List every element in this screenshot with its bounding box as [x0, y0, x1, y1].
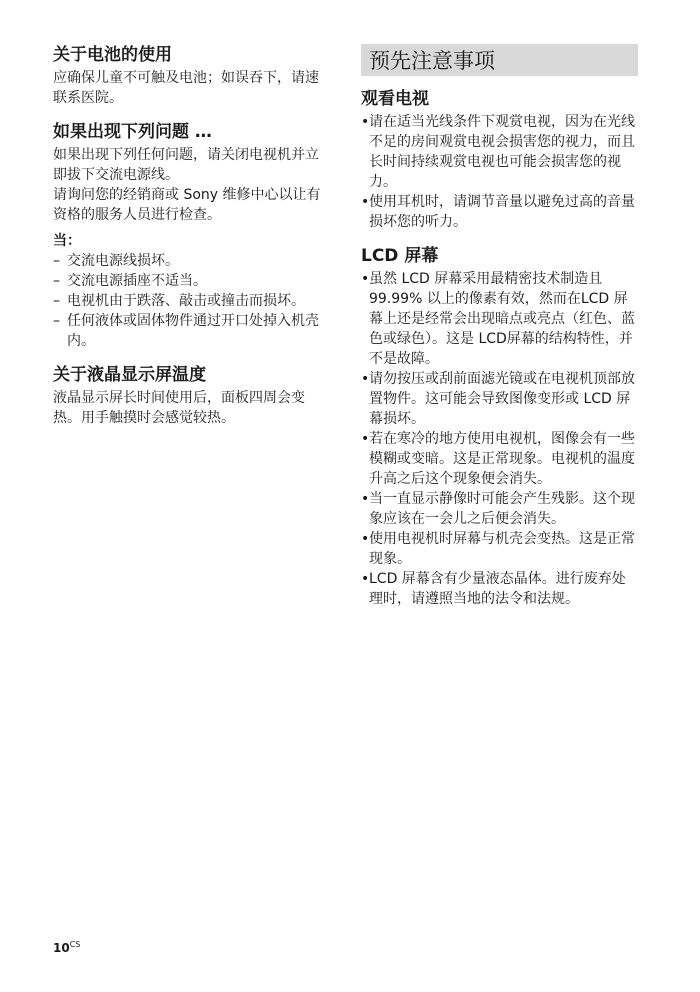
watching-tv-heading: 观看电视	[361, 89, 429, 109]
page-number-value: 10	[53, 941, 70, 955]
precautions-banner: 预先注意事项	[361, 44, 638, 76]
list-item	[361, 112, 638, 192]
list-item	[361, 529, 638, 569]
dash-mark: –	[53, 273, 60, 289]
right-column	[361, 44, 638, 609]
dash-mark: –	[53, 253, 60, 269]
bullet-mark: •	[361, 271, 370, 287]
list-item	[53, 291, 325, 311]
list-item-text: 请勿按压或刮前面滤光镜或在电视机顶部放置物件。这可能会导致图像变形或 LCD 屏幕损坏。	[369, 371, 635, 427]
page-number	[53, 940, 80, 955]
dash-mark: –	[53, 293, 60, 309]
bullet-mark: •	[361, 371, 370, 387]
lcd-screen-section	[361, 245, 638, 609]
list-item	[53, 271, 325, 291]
list-item	[361, 192, 638, 232]
list-item-text: 使用电视机时屏幕与机壳会变热。这是正常现象。	[369, 531, 635, 567]
battery-text: 应确保儿童不可触及电池；如误吞下，请速联系医院。	[53, 70, 319, 106]
list-item-text: 当一直显示静像时可能会产生残影。这个现象应该在一会儿之后便会消失。	[369, 491, 635, 527]
battery-heading: 关于电池的使用	[53, 45, 172, 65]
watching-tv-list	[361, 112, 638, 232]
problems-section	[53, 121, 325, 351]
battery-section	[53, 44, 325, 108]
list-item	[361, 269, 638, 369]
bullet-mark: •	[361, 531, 370, 547]
bullet-mark: •	[361, 491, 370, 507]
list-item	[361, 569, 638, 609]
list-item	[361, 369, 638, 429]
bullet-mark: •	[361, 194, 370, 210]
lcd-screen-list	[361, 269, 638, 609]
lcd-temperature-heading: 关于液晶显示屏温度	[53, 365, 206, 385]
list-item-text: 交流电源线损坏。	[67, 253, 179, 269]
bullet-mark: •	[361, 571, 370, 587]
lcd-screen-heading: LCD 屏幕	[361, 246, 439, 266]
list-item	[361, 429, 638, 489]
list-item	[53, 251, 325, 271]
list-item-text: 交流电源插座不适当。	[67, 273, 207, 289]
list-item-text: LCD 屏幕含有少量液态晶体。进行废弃处理时，请遵照当地的法令和法规。	[369, 571, 626, 607]
list-item	[361, 489, 638, 529]
watching-tv-section	[361, 88, 638, 232]
dash-mark: –	[53, 313, 60, 329]
list-item-text: 虽然 LCD 屏幕采用最精密技术制造且 99.99% 以上的像素有效，然而在LCD 屏幕上还是经常会出现暗点或亮点（红色、蓝色或绿色）。这是 LCD屏幕的结构特性，并不是故障。	[369, 271, 635, 367]
lcd-temperature-section	[53, 364, 325, 428]
problems-heading: 如果出现下列问题 …	[53, 122, 212, 142]
lcd-temperature-text: 液晶显示屏长时间使用后，面板四周会变热。用手触摸时会感觉较热。	[53, 390, 305, 426]
list-item-text: 请在适当光线条件下观赏电视，因为在光线不足的房间观赏电视会损害您的视力，而且长时间持续观赏电视也可能会损害您的视力。	[369, 114, 635, 190]
bullet-mark: •	[361, 114, 370, 130]
list-item-text: 使用耳机时，请调节音量以避免过高的音量损坏您的听力。	[369, 194, 635, 230]
list-item-text: 任何液体或固体物件通过开口处掉入机壳内。	[67, 313, 319, 349]
list-item-text: 若在寒冷的地方使用电视机，图像会有一些模糊或变暗。这是正常现象。电视机的温度升高之后这个现象便会消失。	[369, 431, 635, 487]
problems-text-2: 请询问您的经销商或 Sony 维修中心以让有资格的服务人员进行检查。	[53, 187, 321, 223]
list-item	[53, 311, 325, 351]
when-label: 当：	[53, 233, 81, 249]
language-code: CS	[69, 940, 81, 949]
bullet-mark: •	[361, 431, 370, 447]
left-column	[53, 44, 325, 428]
problems-text-1: 如果出现下列任何问题，请关闭电视机并立即拔下交流电源线。	[53, 147, 319, 183]
list-item-text: 电视机由于跌落、敲击或撞击而损坏。	[67, 293, 305, 309]
problems-list	[53, 251, 325, 351]
